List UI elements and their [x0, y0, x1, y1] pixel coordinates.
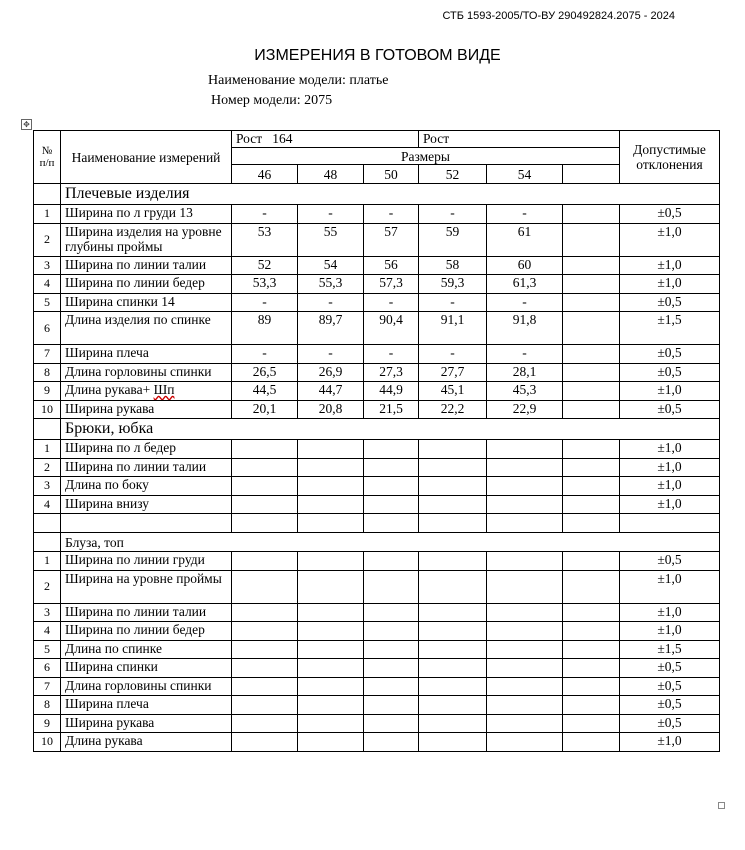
table-row [34, 622, 720, 641]
measurement-value [298, 603, 364, 622]
row-number: 9 [34, 714, 61, 733]
header-height-164: Рост 164 [232, 131, 419, 148]
deviation-value: ±1,0 [620, 382, 720, 401]
row-number: 2 [34, 570, 61, 603]
measurement-value [563, 223, 620, 256]
size-50: 50 [364, 165, 419, 184]
table-row [34, 256, 720, 275]
header-name: Наименование измерений [61, 131, 232, 184]
measurement-value [364, 714, 419, 733]
measurement-value [419, 458, 487, 477]
measurement-name: Длина по боку [61, 477, 232, 496]
document-title: ИЗМЕРЕНИЯ В ГОТОВОМ ВИДЕ [254, 47, 501, 64]
measurement-name: Ширина по линии талии [61, 256, 232, 275]
measurement-name: Ширина по линии талии [61, 458, 232, 477]
measurement-value [232, 570, 298, 603]
measurement-name: Длина горловины спинки [61, 677, 232, 696]
measurement-value [487, 570, 563, 603]
row-number: 3 [34, 256, 61, 275]
table-row [34, 458, 720, 477]
measurement-value: 45,1 [419, 382, 487, 401]
measurement-value [298, 458, 364, 477]
row-number: 4 [34, 275, 61, 294]
measurement-value [563, 400, 620, 419]
measurement-value [487, 495, 563, 514]
measurement-value [298, 659, 364, 678]
measurement-name: Длина по спинке [61, 640, 232, 659]
section-num-cell [34, 533, 61, 552]
table-resize-handle[interactable] [718, 802, 725, 809]
deviation-value: ±0,5 [620, 363, 720, 382]
measurement-value [232, 677, 298, 696]
row-number: 8 [34, 696, 61, 715]
measurement-value [419, 570, 487, 603]
measurement-value: - [487, 345, 563, 364]
empty-cell [419, 514, 487, 533]
measurement-value [563, 677, 620, 696]
measurement-value: 91,8 [487, 312, 563, 345]
measurement-value [487, 659, 563, 678]
deviation-value: ±0,5 [620, 552, 720, 571]
measurement-value [563, 363, 620, 382]
measurement-value [364, 603, 419, 622]
table-row [34, 345, 720, 364]
measurement-value [232, 733, 298, 752]
model-number: Номер модели: 2075 [211, 93, 333, 108]
measurement-value [298, 495, 364, 514]
measurement-value [419, 603, 487, 622]
measurement-value: 26,9 [298, 363, 364, 382]
measurement-value: - [419, 205, 487, 224]
measurement-value [487, 696, 563, 715]
section-num-cell [34, 184, 61, 205]
measurement-value [487, 733, 563, 752]
table-row [34, 312, 720, 345]
row-number: 5 [34, 293, 61, 312]
measurement-value [563, 640, 620, 659]
measurement-value [364, 570, 419, 603]
measurement-value: 45,3 [487, 382, 563, 401]
table-row [34, 570, 720, 603]
measurement-value [419, 714, 487, 733]
measurement-name: Ширина по линии бедер [61, 275, 232, 294]
measurement-value [232, 495, 298, 514]
measurement-value: 44,9 [364, 382, 419, 401]
size-46: 46 [232, 165, 298, 184]
deviation-value: ±0,5 [620, 714, 720, 733]
measurement-value [563, 256, 620, 275]
measurement-value [487, 603, 563, 622]
measurement-name: Ширина плеча [61, 345, 232, 364]
row-number: 1 [34, 552, 61, 571]
measurement-value [364, 640, 419, 659]
measurement-value: 26,5 [232, 363, 298, 382]
measurement-value [563, 714, 620, 733]
measurement-value [232, 714, 298, 733]
measurement-value: 55 [298, 223, 364, 256]
measurement-value: 61,3 [487, 275, 563, 294]
empty-cell [232, 514, 298, 533]
measurement-name: Ширина внизу [61, 495, 232, 514]
table-row [34, 603, 720, 622]
measurement-value [298, 622, 364, 641]
measurement-value: 22,2 [419, 400, 487, 419]
measurement-name: Ширина по линии груди [61, 552, 232, 571]
measurement-value [419, 440, 487, 459]
deviation-value: ±1,0 [620, 477, 720, 496]
measurement-value [563, 345, 620, 364]
measurement-value: 57,3 [364, 275, 419, 294]
measurement-value: 56 [364, 256, 419, 275]
row-number: 6 [34, 659, 61, 678]
measurement-value [364, 440, 419, 459]
table-row [34, 696, 720, 715]
measurement-value [563, 603, 620, 622]
table-row [34, 677, 720, 696]
measurement-value [563, 275, 620, 294]
measurement-value [232, 696, 298, 715]
deviation-value: ±0,5 [620, 400, 720, 419]
measurement-value [364, 696, 419, 715]
measurement-value: 61 [487, 223, 563, 256]
measurement-value: 27,3 [364, 363, 419, 382]
row-number: 3 [34, 603, 61, 622]
measurement-value [419, 659, 487, 678]
measurement-value: - [487, 205, 563, 224]
table-row [34, 714, 720, 733]
measurement-value [298, 477, 364, 496]
measurement-value [232, 659, 298, 678]
measurement-value [487, 714, 563, 733]
measurement-value [419, 552, 487, 571]
measurement-value [419, 640, 487, 659]
table-row [34, 733, 720, 752]
table-row [34, 382, 720, 401]
measurement-name: Ширина изделия на уровне глубины проймы [61, 223, 232, 256]
deviation-value: ±1,5 [620, 640, 720, 659]
measurement-value [563, 659, 620, 678]
measurement-value [419, 495, 487, 514]
deviation-value: ±0,5 [620, 345, 720, 364]
section-num-cell [34, 419, 61, 440]
measurement-value [563, 312, 620, 345]
table-row [34, 205, 720, 224]
size-54: 54 [487, 165, 563, 184]
measurement-name: Ширина рукава [61, 714, 232, 733]
section-title: Плечевые изделия [61, 184, 720, 205]
empty-cell [487, 514, 563, 533]
row-number: 4 [34, 495, 61, 514]
table-row [34, 363, 720, 382]
measurement-name: Ширина по л груди 13 [61, 205, 232, 224]
table-row [34, 477, 720, 496]
measurement-value [298, 677, 364, 696]
empty-cell [563, 514, 620, 533]
row-number: 6 [34, 312, 61, 345]
deviation-value: ±1,0 [620, 223, 720, 256]
measurement-value [232, 552, 298, 571]
measurement-value [563, 205, 620, 224]
measurement-value [232, 640, 298, 659]
measurement-value: - [364, 293, 419, 312]
measurement-value: 89,7 [298, 312, 364, 345]
measurement-value [364, 677, 419, 696]
measurement-value [232, 458, 298, 477]
deviation-value: ±1,0 [620, 622, 720, 641]
header-sizes: Размеры [232, 148, 620, 165]
measurement-value [487, 458, 563, 477]
empty-cell [61, 514, 232, 533]
measurement-value [563, 696, 620, 715]
measurement-name: Длина рукава [61, 733, 232, 752]
measurement-value: 53 [232, 223, 298, 256]
measurement-value [364, 552, 419, 571]
measurement-value [298, 714, 364, 733]
deviation-value: ±0,5 [620, 696, 720, 715]
empty-cell [34, 514, 61, 533]
measurement-value [298, 696, 364, 715]
measurement-value [487, 622, 563, 641]
measurement-value [298, 733, 364, 752]
size-blank [563, 165, 620, 184]
measurement-value: 59 [419, 223, 487, 256]
measurement-value: 91,1 [419, 312, 487, 345]
measurement-name: Ширина по линии бедер [61, 622, 232, 641]
measurement-value [232, 622, 298, 641]
empty-cell [298, 514, 364, 533]
row-number: 8 [34, 363, 61, 382]
deviation-value: ±1,0 [620, 256, 720, 275]
measurement-value: 54 [298, 256, 364, 275]
measurement-value: - [364, 345, 419, 364]
table-row [34, 659, 720, 678]
measurement-name: Длина горловины спинки [61, 363, 232, 382]
deviation-value: ±1,0 [620, 440, 720, 459]
measurement-value [419, 477, 487, 496]
measurement-value: 44,5 [232, 382, 298, 401]
measurement-value [364, 733, 419, 752]
deviation-value: ±0,5 [620, 659, 720, 678]
measurement-value [419, 733, 487, 752]
table-row [34, 495, 720, 514]
measurement-value [487, 477, 563, 496]
table-row [34, 552, 720, 571]
empty-cell [364, 514, 419, 533]
measurement-value: - [232, 345, 298, 364]
measurement-value: 53,3 [232, 275, 298, 294]
measurement-value: - [419, 345, 487, 364]
measurement-value [298, 440, 364, 459]
size-48: 48 [298, 165, 364, 184]
measurement-value: 90,4 [364, 312, 419, 345]
measurement-value [419, 677, 487, 696]
measurement-value [563, 382, 620, 401]
deviation-value: ±0,5 [620, 677, 720, 696]
measurement-value [563, 570, 620, 603]
size-52: 52 [419, 165, 487, 184]
row-number: 2 [34, 223, 61, 256]
measurement-value [487, 640, 563, 659]
spellcheck-mark: Шп [153, 382, 175, 397]
measurement-name: Ширина плеча [61, 696, 232, 715]
row-number: 3 [34, 477, 61, 496]
measurement-value [563, 440, 620, 459]
measurement-value: 89 [232, 312, 298, 345]
measurement-name: Ширина спинки 14 [61, 293, 232, 312]
deviation-value: ±1,0 [620, 733, 720, 752]
section-row [34, 419, 720, 440]
measurement-value: - [364, 205, 419, 224]
empty-row [34, 514, 720, 533]
table-move-handle-icon[interactable]: ✥ [21, 119, 32, 130]
measurement-value [364, 622, 419, 641]
row-number: 7 [34, 345, 61, 364]
measurement-value: 21,5 [364, 400, 419, 419]
measurement-value: - [298, 293, 364, 312]
row-number: 2 [34, 458, 61, 477]
measurement-value [232, 477, 298, 496]
deviation-value: ±0,5 [620, 293, 720, 312]
deviation-value: ±1,0 [620, 275, 720, 294]
measurement-value: 58 [419, 256, 487, 275]
row-number: 10 [34, 733, 61, 752]
measurement-value: 60 [487, 256, 563, 275]
measurement-value: 22,9 [487, 400, 563, 419]
measurement-value [364, 495, 419, 514]
measurement-name: Ширина рукава [61, 400, 232, 419]
deviation-value: ±1,0 [620, 570, 720, 603]
measurement-value [563, 733, 620, 752]
measurement-value [419, 696, 487, 715]
row-number: 9 [34, 382, 61, 401]
table-row [34, 440, 720, 459]
measurement-value: - [419, 293, 487, 312]
table-row [34, 275, 720, 294]
section-row [34, 184, 720, 205]
measurement-value: 27,7 [419, 363, 487, 382]
section-row [34, 533, 720, 552]
row-number: 4 [34, 622, 61, 641]
deviation-value: ±0,5 [620, 205, 720, 224]
measurement-value: 55,3 [298, 275, 364, 294]
empty-cell [620, 514, 720, 533]
measurement-value [232, 440, 298, 459]
measurement-value: 44,7 [298, 382, 364, 401]
measurement-value [364, 477, 419, 496]
row-number: 1 [34, 440, 61, 459]
measurement-name: Длина рукава+ Шп [61, 382, 232, 401]
measurement-value [563, 495, 620, 514]
measurements-table [33, 130, 720, 752]
header-number: № п/п [34, 131, 61, 184]
deviation-value: ±1,0 [620, 495, 720, 514]
measurement-value [487, 440, 563, 459]
measurement-value: 59,3 [419, 275, 487, 294]
measurement-value [563, 293, 620, 312]
measurement-value [419, 622, 487, 641]
measurement-name: Ширина спинки [61, 659, 232, 678]
measurement-value [563, 477, 620, 496]
measurement-value [487, 677, 563, 696]
measurement-value: - [298, 205, 364, 224]
measurement-name: Длина изделия по спинке [61, 312, 232, 345]
measurement-value [563, 552, 620, 571]
table-row [34, 400, 720, 419]
measurement-value: - [232, 205, 298, 224]
measurement-value: 28,1 [487, 363, 563, 382]
measurement-value: 52 [232, 256, 298, 275]
measurement-value: 20,8 [298, 400, 364, 419]
measurement-value [298, 640, 364, 659]
table-row [34, 293, 720, 312]
measurement-value [487, 552, 563, 571]
measurement-name: Ширина на уровне проймы [61, 570, 232, 603]
measurement-value: - [298, 345, 364, 364]
section-title: Блуза, топ [61, 533, 720, 552]
measurement-value [232, 603, 298, 622]
measurement-value: 20,1 [232, 400, 298, 419]
measurement-value [563, 458, 620, 477]
row-number: 10 [34, 400, 61, 419]
row-number: 7 [34, 677, 61, 696]
measurement-name: Ширина по л бедер [61, 440, 232, 459]
measurement-value [298, 552, 364, 571]
document-reference: СТБ 1593-2005/ТО-ВУ 290492824.2075 - 2024 [442, 10, 675, 22]
measurement-value: - [232, 293, 298, 312]
row-number: 1 [34, 205, 61, 224]
measurement-value [563, 622, 620, 641]
measurement-value [364, 659, 419, 678]
deviation-value: ±1,0 [620, 458, 720, 477]
deviation-value: ±1,0 [620, 603, 720, 622]
deviation-value: ±1,5 [620, 312, 720, 345]
header-deviations: Допустимые отклонения [620, 131, 720, 184]
measurement-value: 57 [364, 223, 419, 256]
section-title: Брюки, юбка [61, 419, 720, 440]
table-row [34, 640, 720, 659]
measurement-value: - [487, 293, 563, 312]
header-height-2: Рост [419, 131, 620, 148]
model-name: Наименование модели: платье [208, 73, 389, 88]
measurement-name: Ширина по линии талии [61, 603, 232, 622]
row-number: 5 [34, 640, 61, 659]
table-row [34, 223, 720, 256]
measurement-value [364, 458, 419, 477]
measurement-value [298, 570, 364, 603]
